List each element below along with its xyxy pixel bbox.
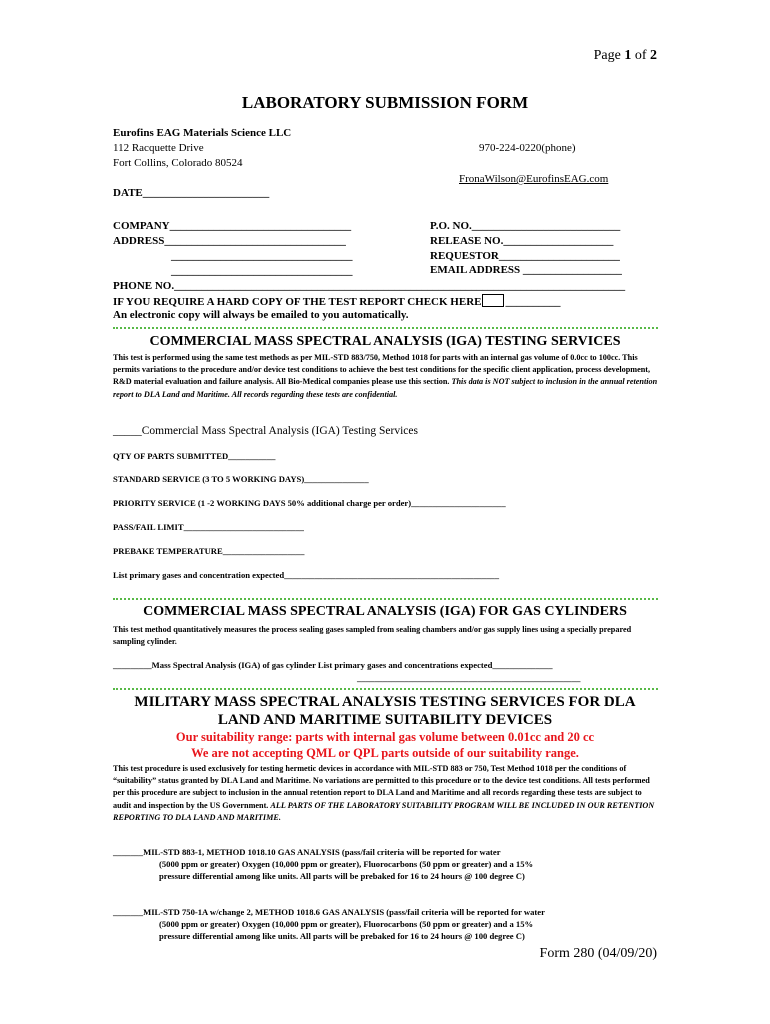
qty-parts-field[interactable]: QTY OF PARTS SUBMITTED___________ <box>113 451 276 461</box>
lab-city: Fort Collins, Colorado 80524 <box>113 157 243 169</box>
pass-fail-limit-field[interactable]: PASS/FAIL LIMIT____________________________ <box>113 522 304 532</box>
form-id: Form 280 (04/09/20) <box>539 946 657 961</box>
lab-name: Eurofins EAG Materials Science LLC <box>113 127 292 139</box>
page-number <box>594 48 657 64</box>
mil-std-750-detail-1: (5000 ppm or greater) Oxygen (10,000 ppm or greater), Fluorocarbons (50 ppm or greater) and a 15% <box>159 919 534 929</box>
gas-cylinder-line-2[interactable]: ____________________________________________________ <box>357 673 581 683</box>
priority-service-field[interactable]: PRIORITY SERVICE (1 -2 WORKING DAYS 50% additional charge per order)______________________ <box>113 498 506 508</box>
section3-description-italic: ALL PARTS OF THE LABORATORY SUITABILITY PROGRAM WILL BE INCLUDED IN OUR RETENTION REPORTING TO DLA LAND AND MARITIME. <box>113 800 655 822</box>
date-field[interactable]: DATE_______________________ <box>113 187 270 199</box>
mil-std-883-detail-1: (5000 ppm or greater) Oxygen (10,000 ppm or greater), Fluorocarbons (50 ppm or greater) and a 15% <box>159 859 534 869</box>
mil-std-750-line[interactable]: _______MIL-STD 750-1A w/change 2, METHOD 1018.6 GAS ANALYSIS (pass/fail criteria will be reported for water <box>113 907 545 917</box>
company-field[interactable]: COMPANY_________________________________ <box>113 220 352 232</box>
page-of: of <box>634 48 647 63</box>
section1-title: COMMERCIAL MASS SPECTRAL ANALYSIS (IGA) TESTING SERVICES <box>149 334 621 349</box>
hard-copy-row <box>113 294 560 308</box>
section-divider-1 <box>113 327 658 329</box>
po-number-field[interactable]: P.O. NO.___________________________ <box>430 220 621 232</box>
lab-phone: 970-224-0220(phone) <box>479 142 576 154</box>
page-total: 2 <box>650 48 657 63</box>
qml-qpl-note: We are not accepting QML or QPL parts outside of our suitability range. <box>191 746 579 760</box>
commercial-iga-service-line[interactable]: _____Commercial Mass Spectral Analysis (IGA) Testing Services <box>113 425 418 437</box>
phone-number-field[interactable]: PHONE NO.__________________________________________________________________________________ <box>113 280 626 292</box>
section1-description-text: This test is performed using the same test methods as per MIL-STD 883/750, Method 1018 for parts with an internal gas volume of 0.0cc to 100cc. This permits variations to the procedure and/or device test conditions to achieve the best test conditions for the specific client application, process development, R&D material evaluation and failure analysis. All Bio-Medical companies please use this section. <box>113 353 651 387</box>
requestor-field[interactable]: REQUESTOR______________________ <box>430 250 620 262</box>
hard-copy-trailing-line: __________ <box>505 296 561 308</box>
hard-copy-checkbox[interactable] <box>482 294 504 307</box>
suitability-range-note: Our suitability range: parts with internal gas volume between 0.01cc and 20 cc <box>175 730 595 744</box>
prebake-temperature-field[interactable]: PREBAKE TEMPERATURE___________________ <box>113 546 305 556</box>
electronic-copy-note: An electronic copy will always be emailed to you automatically. <box>113 309 409 321</box>
section1-description-italic: This data is NOT subject to inclusion in the annual retention report to DLA Land and Maritime. All records regarding these tests are confidential. <box>113 377 658 399</box>
standard-service-field[interactable]: STANDARD SERVICE (3 TO 5 WORKING DAYS)_______________ <box>113 474 369 484</box>
section3-description <box>113 763 661 824</box>
page-label: Page <box>593 48 621 63</box>
mil-std-750-detail-2: pressure differential among like units. All parts will be prebaked for 16 to 24 hours @ 100 degree C) <box>159 931 525 941</box>
page-current: 1 <box>624 48 632 63</box>
release-number-field[interactable]: RELEASE NO.____________________ <box>430 235 614 247</box>
mil-std-883-detail-2: pressure differential among like units. All parts will be prebaked for 16 to 24 hours @ 100 degree C) <box>159 871 525 881</box>
address-line-2[interactable]: _________________________________ <box>171 250 353 262</box>
section3-description-text: This test procedure is used exclusively for testing hermetic devices in accordance with MIL-STD 883 or 750, Test Method 1018 per the conditions of “suitability” status granted by DLA Land and Maritime. No variations are permitted to this procedure or to the device test conditions. All tests performed per this procedure are subject to inclusion in the annual retention report to DLA Land and Maritime and all records regarding these tests are subject to audit and inspection by the US Government. <box>113 764 650 810</box>
section3-title-line1: MILITARY MASS SPECTRAL ANALYSIS TESTING SERVICES FOR DLA <box>134 694 636 710</box>
gas-cylinder-line[interactable]: _________Mass Spectral Analysis (IGA) of gas cylinder List primary gases and concentrations expected______________ <box>113 660 553 670</box>
section2-description: This test method quantitatively measures the process sealing gases sampled from sealing chambers and/or gas supply lines using a specially prepared sampling cylinder. <box>113 625 632 647</box>
email-address-field[interactable]: EMAIL ADDRESS __________________ <box>430 264 622 276</box>
section2-title: COMMERCIAL MASS SPECTRAL ANALYSIS (IGA) FOR GAS CYLINDERS <box>143 604 627 619</box>
mil-std-883-line[interactable]: _______MIL-STD 883-1, METHOD 1018.10 GAS ANALYSIS (pass/fail criteria will be reported for water <box>113 847 501 857</box>
section-divider-2 <box>113 598 658 600</box>
primary-gases-field[interactable]: List primary gases and concentration expected__________________________________________________ <box>113 570 499 580</box>
address-line-3[interactable]: _________________________________ <box>171 265 353 277</box>
lab-email-link[interactable]: FronaWilson@EurofinsEAG.com <box>459 173 609 185</box>
hard-copy-label: IF YOU REQUIRE A HARD COPY OF THE TEST REPORT CHECK HERE <box>113 296 482 308</box>
section3-title-line2: LAND AND MARITIME SUITABILITY DEVICES <box>217 712 553 728</box>
section-divider-3 <box>113 688 658 690</box>
form-title: LABORATORY SUBMISSION FORM <box>241 93 529 112</box>
address-field[interactable]: ADDRESS_________________________________ <box>113 235 346 247</box>
section1-description <box>113 352 661 401</box>
lab-street: 112 Racquette Drive <box>113 142 204 154</box>
